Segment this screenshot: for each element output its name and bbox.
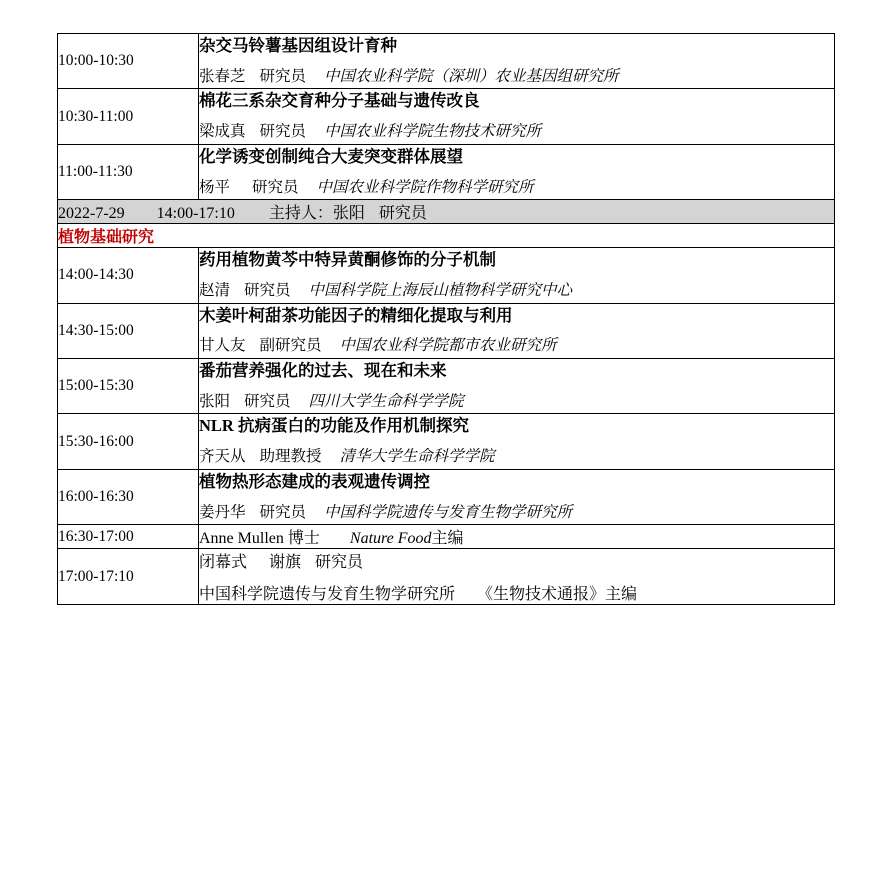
table-row bbox=[58, 89, 835, 144]
speaker-role: 助理教授 bbox=[259, 448, 322, 466]
talk-title: 化学诱变创制纯合大麦突变群体展望 bbox=[199, 146, 463, 166]
speaker-role: 研究员 bbox=[244, 282, 291, 300]
speaker-name: 姜丹华 bbox=[199, 503, 246, 521]
closing-affiliation-line bbox=[199, 581, 834, 604]
row-time: 15:00-15:30 bbox=[58, 358, 199, 413]
row-time: 15:30-16:00 bbox=[58, 414, 199, 469]
speaker-line bbox=[199, 391, 834, 413]
speaker-affiliation: 中国农业科学院生物技术研究所 bbox=[324, 123, 542, 141]
speaker-name: 赵清 bbox=[199, 282, 231, 300]
speaker-line bbox=[199, 66, 834, 88]
row-time: 17:00-17:10 bbox=[58, 549, 199, 605]
speaker-name: 张春芝 bbox=[199, 67, 246, 85]
row-time: 11:00-11:30 bbox=[58, 144, 199, 199]
session-header-row bbox=[58, 200, 835, 224]
speaker-name: 张阳 bbox=[199, 392, 231, 410]
table-row bbox=[58, 358, 835, 413]
speaker-affiliation: 中国科学院上海辰山植物科学研究中心 bbox=[308, 282, 573, 300]
agenda-table-body bbox=[58, 34, 835, 605]
table-row bbox=[58, 248, 835, 303]
closing-affiliation: 中国科学院遗传与发育生物学研究所 bbox=[199, 586, 456, 604]
table-row bbox=[58, 469, 835, 524]
section-header-row bbox=[58, 224, 835, 248]
row-content bbox=[199, 469, 835, 524]
speaker-line bbox=[199, 335, 834, 357]
talk-title: 植物热形态建成的表观遗传调控 bbox=[199, 471, 430, 491]
session-host-label: 主持人： bbox=[268, 205, 333, 223]
speaker-affiliation: 中国农业科学院都市农业研究所 bbox=[339, 337, 557, 355]
section-label: 植物基础研究 bbox=[58, 224, 835, 248]
row-content bbox=[199, 525, 835, 549]
closing-speaker: 谢旗 bbox=[269, 554, 302, 572]
closing-line bbox=[199, 549, 834, 572]
speaker-name: 梁成真 bbox=[199, 123, 246, 141]
row-time: 14:00-14:30 bbox=[58, 248, 199, 303]
closing-label: 闭幕式 bbox=[199, 554, 248, 572]
speaker-role: 研究员 bbox=[252, 178, 299, 196]
table-row bbox=[58, 144, 835, 199]
row-content bbox=[199, 414, 835, 469]
speaker-line bbox=[199, 502, 834, 524]
speaker-role: 研究员 bbox=[259, 503, 307, 521]
row-time: 16:00-16:30 bbox=[58, 469, 199, 524]
row-content bbox=[199, 34, 835, 89]
session-time-range: 14:00-17:10 bbox=[156, 205, 235, 223]
table-row bbox=[58, 303, 835, 358]
speaker-role: 研究员 bbox=[259, 67, 307, 85]
table-row bbox=[58, 34, 835, 89]
session-header bbox=[58, 200, 835, 224]
table-row bbox=[58, 525, 835, 549]
speaker-name: Anne Mullen bbox=[199, 530, 284, 548]
session-host-role: 研究员 bbox=[378, 205, 427, 223]
session-date: 2022-7-29 bbox=[58, 205, 125, 223]
row-content bbox=[199, 144, 835, 199]
speaker-affiliation: 中国农业科学院作物科学研究所 bbox=[316, 178, 534, 196]
row-content bbox=[199, 248, 835, 303]
session-host-name: 张阳 bbox=[332, 205, 365, 223]
speaker-name: 甘人友 bbox=[199, 337, 246, 355]
speaker-line bbox=[199, 121, 834, 143]
speaker-affiliation: 四川大学生命科学学院 bbox=[308, 392, 464, 410]
journal-name: Nature Food bbox=[349, 530, 432, 548]
journal-role: 主编 bbox=[431, 530, 464, 548]
speaker-affiliation: 中国农业科学院（深圳）农业基因组研究所 bbox=[324, 67, 619, 85]
speaker-affiliation: 清华大学生命科学学院 bbox=[339, 448, 495, 466]
row-content bbox=[199, 358, 835, 413]
closing-journal-role: 《生物技术通报》主编 bbox=[477, 586, 638, 604]
row-time: 14:30-15:00 bbox=[58, 303, 199, 358]
table-row bbox=[58, 549, 835, 605]
row-content bbox=[199, 549, 835, 605]
speaker-role: 副研究员 bbox=[259, 337, 322, 355]
speaker-title: 博士 bbox=[287, 530, 320, 548]
talk-title: 药用植物黄芩中特异黄酮修饰的分子机制 bbox=[199, 250, 496, 270]
closing-speaker-role: 研究员 bbox=[315, 554, 364, 572]
speaker-role: 研究员 bbox=[259, 123, 307, 141]
speaker-line bbox=[199, 446, 834, 468]
row-content bbox=[199, 303, 835, 358]
row-time: 10:30-11:00 bbox=[58, 89, 199, 144]
talk-title: 木姜叶柯甜茶功能因子的精细化提取与利用 bbox=[199, 305, 513, 325]
speaker-name: 齐天从 bbox=[199, 448, 246, 466]
talk-title: NLR 抗病蛋白的功能及作用机制探究 bbox=[199, 416, 469, 436]
talk-title: 棉花三系杂交育种分子基础与遗传改良 bbox=[199, 91, 480, 111]
table-row bbox=[58, 414, 835, 469]
row-time: 10:00-10:30 bbox=[58, 34, 199, 89]
speaker-affiliation: 中国科学院遗传与发育生物学研究所 bbox=[324, 503, 573, 521]
speaker-line bbox=[199, 280, 834, 302]
row-content bbox=[199, 89, 835, 144]
agenda-table bbox=[57, 33, 835, 605]
speaker-line bbox=[199, 177, 834, 199]
row-time: 16:30-17:00 bbox=[58, 525, 199, 549]
talk-title: 番茄营养强化的过去、现在和未来 bbox=[199, 360, 447, 380]
talk-title: 杂交马铃薯基因组设计育种 bbox=[199, 36, 397, 55]
speaker-role: 研究员 bbox=[244, 392, 291, 410]
speaker-name: 杨平 bbox=[199, 178, 231, 196]
